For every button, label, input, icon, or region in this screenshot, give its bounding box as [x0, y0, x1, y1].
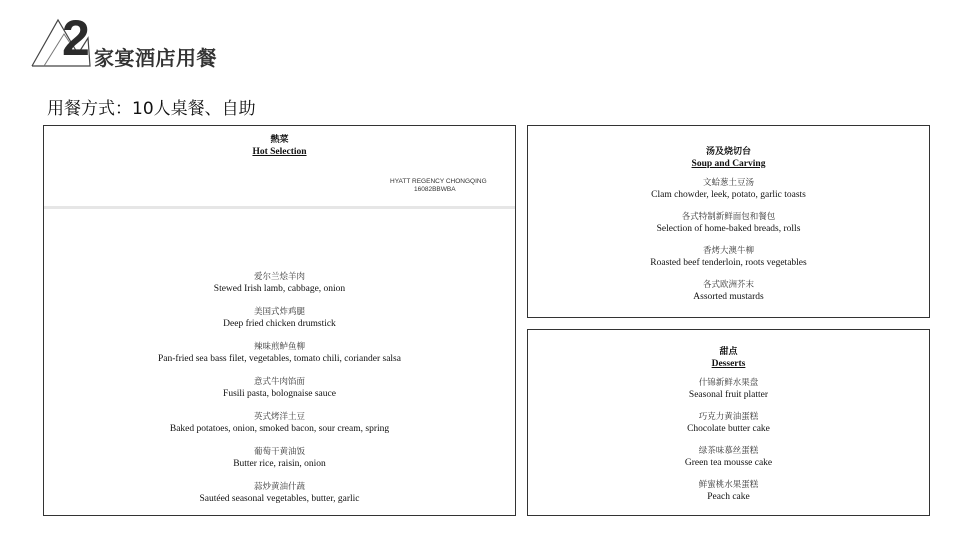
- menu-item: 美国式炸鸡腿 Deep fried chicken drumstick: [223, 307, 336, 329]
- menu-item: 英式烤洋土豆 Baked potatoes, onion, smoked bacon, sour cream, spring: [169, 412, 390, 434]
- desserts-items-list: [528, 378, 929, 514]
- soup-title-cn: 汤及烧切台: [705, 147, 751, 157]
- menu-item: 蒜炒黄油什蔬 Sautéed seasonal vegetables, butter, garlic: [199, 482, 360, 504]
- menu-item: 各式特制新鲜面包和餐包 Selection of home-baked breads, rolls: [656, 212, 801, 234]
- soup-carving-menu: [527, 125, 930, 318]
- menu-item: 辣味煎鲈鱼柳 Pan-fried sea bass filet, vegetables, tomato chili, coriander salsa: [158, 342, 401, 364]
- hot-selection-heading: [44, 132, 515, 157]
- hot-title-cn: 熱菜: [270, 135, 289, 145]
- desserts-heading: [528, 344, 929, 369]
- section-number: 2: [62, 10, 90, 66]
- menu-item: 香烤大澳牛柳 Roasted beef tenderloin, roots vegetables: [650, 246, 807, 268]
- menu-item: 葡萄干黄油饭 Butter rice, raisin, onion: [233, 447, 326, 469]
- menu-item: 什锦新鲜水果盘 Seasonal fruit platter: [688, 378, 769, 400]
- divider: [44, 206, 515, 209]
- hot-title-en: Hot Selection: [252, 147, 307, 157]
- desserts-title-en: Desserts: [711, 359, 746, 369]
- menu-item: 意式牛肉馅面 Fusili pasta, bolognaise sauce: [223, 377, 336, 399]
- hot-selection-menu: [43, 125, 516, 516]
- menu-item: 巧克力黄油蛋糕 Chocolate butter cake: [687, 412, 770, 434]
- menu-item: 各式欧洲芥末 Assorted mustards: [693, 280, 764, 302]
- menu-item: 文蛤葱土豆汤 Clam chowder, leek, potato, garlic toasts: [651, 178, 806, 200]
- hotel-name: HYATT REGENCY CHONGQING: [390, 178, 487, 185]
- desserts-menu: [527, 329, 930, 516]
- dining-method-subtitle: 用餐方式：10人桌餐、自助: [47, 99, 256, 119]
- menu-item: 爱尔兰烩羊肉 Stewed Irish lamb, cabbage, onion: [213, 272, 346, 294]
- menu-item: 绿茶味慕丝蛋糕 Green tea mousse cake: [684, 446, 773, 468]
- hotel-code: 16082BBWBA: [414, 186, 456, 193]
- desserts-title-cn: 甜点: [719, 347, 738, 357]
- soup-items-list: [528, 178, 929, 314]
- soup-heading: [528, 144, 929, 169]
- section-title: 家宴酒店用餐: [94, 46, 217, 70]
- hot-items-list: [44, 272, 515, 517]
- menu-item: 鲜蜜桃水果蛋糕 Peach cake: [698, 480, 759, 502]
- soup-title-en: Soup and Carving: [691, 159, 766, 169]
